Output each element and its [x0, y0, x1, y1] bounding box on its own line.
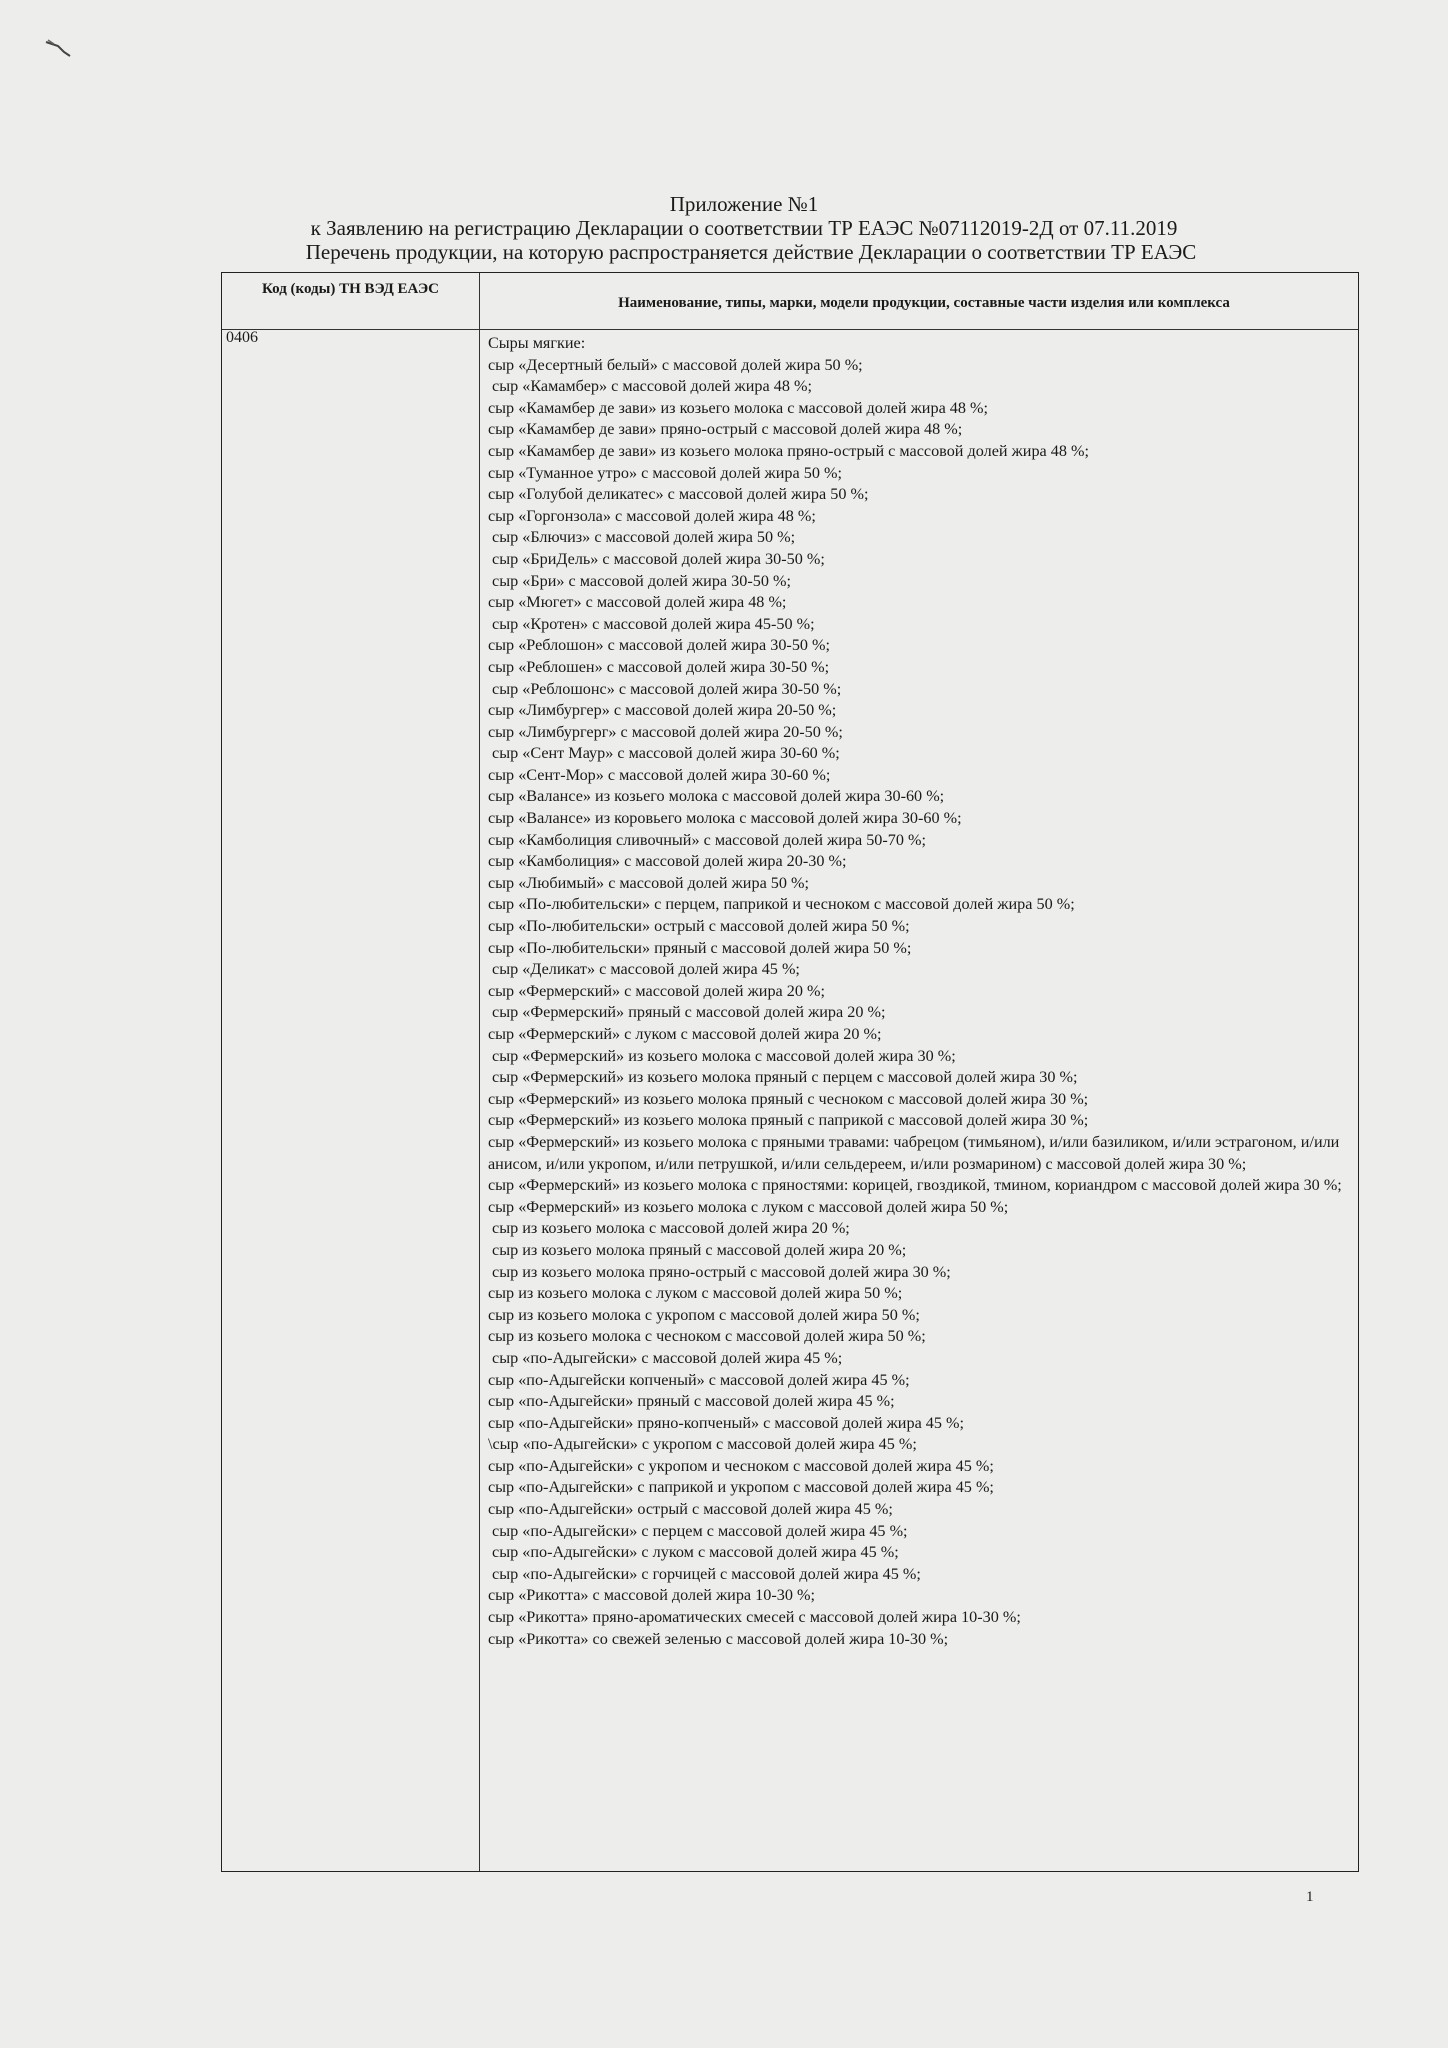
product-item: сыр «Рикотта» пряно-ароматических смесей с массовой долей жира 10-30 %; — [488, 1608, 1021, 1627]
product-item: сыр «Фермерский» из козьего молока пряный с паприкой с массовой долей жира 30 %; — [488, 1111, 1089, 1130]
product-item: сыр «Фермерский» из козьего молока пряный с перцем с массовой долей жира 30 %; — [488, 1068, 1078, 1087]
product-item: сыр из козьего молока с луком с массовой долей жира 50 %; — [488, 1284, 903, 1303]
product-item: сыр «Десертный белый» с массовой долей жира 50 %; — [488, 355, 863, 374]
product-item: сыр «Валансе» из коровьего молока с массовой долей жира 30-60 %; — [488, 809, 962, 828]
product-item: сыр «Сент Маур» с массовой долей жира 30-60 %; — [488, 744, 840, 763]
application-reference: к Заявлению на регистрацию Декларации о соответствии ТР ЕАЭС №07112019-2Д от 07.11.2019 — [310, 216, 1178, 240]
product-item: сыр «БриДель» с массовой долей жира 30-50 %; — [488, 549, 825, 568]
product-item: сыр «Туманное утро» с массовой долей жира 50 %; — [488, 463, 842, 482]
product-item: сыр «Валансе» из козьего молока с массовой долей жира 30-60 %; — [488, 787, 945, 806]
product-item: сыр «Любимый» с массовой долей жира 50 %; — [488, 873, 810, 892]
product-table — [221, 272, 1359, 1872]
product-item: сыр «По-любительски» острый с массовой долей жира 50 %; — [488, 917, 910, 936]
product-item: сыр «Фермерский» из козьего молока пряный с чесноком с массовой долей жира 30 %; — [488, 1089, 1089, 1108]
page-number: 1 — [1306, 1889, 1314, 1905]
column-header-name: Наименование, типы, марки, модели продукции, составные части изделия или комплекса — [618, 295, 1230, 311]
product-item: сыр «Фермерский» из козьего молока с массовой долей жира 30 %; — [488, 1046, 956, 1065]
column-header-code: Код (коды) ТН ВЭД ЕАЭС — [262, 281, 439, 297]
header-row-divider — [222, 329, 1358, 330]
product-item: сыр из козьего молока пряно-острый с массовой долей жира 30 %; — [488, 1262, 951, 1281]
product-item: сыр «Камамбер де зави» из козьего молока пряно-острый с массовой долей жира 48 %; — [488, 441, 1089, 460]
product-item: сыр «Фермерский» пряный с массовой долей жира 20 %; — [488, 1003, 886, 1022]
product-item: сыр «Лимбургер» с массовой долей жира 20-50 %; — [488, 701, 837, 720]
product-item: сыр из козьего молока с массовой долей жира 20 %; — [488, 1219, 850, 1238]
column-divider — [479, 273, 480, 1871]
product-item: сыр «по-Адыгейски» пряно-копченый» с массовой долей жира 45 %; — [488, 1413, 965, 1432]
tn-ved-code: 0406 — [226, 329, 258, 346]
product-item: сыр «Реблошон» с массовой долей жира 30-50 %; — [488, 636, 831, 655]
product-item: сыр «Фермерский» с массовой долей жира 20 %; — [488, 981, 825, 1000]
product-item: сыр «Фермерский» из козьего молока с луком с массовой долей жира 50 %; — [488, 1197, 1009, 1216]
product-item: сыр «Мюгет» с массовой долей жира 48 %; — [488, 593, 787, 612]
product-item: сыр «Камболиция» с массовой долей жира 20-30 %; — [488, 852, 847, 871]
product-item: сыр «Бри» с массовой долей жира 30-50 %; — [488, 571, 791, 590]
product-item: сыр «Рикотта» с массовой долей жира 10-30 %; — [488, 1586, 815, 1605]
product-item: \сыр «по-Адыгейски» с укропом с массовой долей жира 45 %; — [488, 1435, 917, 1454]
product-item: сыр «Камболиция сливочный» с массовой долей жира 50-70 %; — [488, 830, 927, 849]
document-header — [0, 192, 1448, 264]
product-item: сыр «по-Адыгейски» с перцем с массовой долей жира 45 %; — [488, 1521, 908, 1540]
product-item: сыр из козьего молока пряный с массовой долей жира 20 %; — [488, 1240, 907, 1259]
product-item: сыр «По-любительски» пряный с массовой долей жира 50 %; — [488, 938, 912, 957]
product-item: сыр «Голубой деликатес» с массовой долей жира 50 %; — [488, 485, 869, 504]
product-item: сыр «Кротен» с массовой долей жира 45-50 %; — [488, 614, 815, 633]
product-item: сыр «по-Адыгейски» пряный с массовой долей жира 45 %; — [488, 1392, 895, 1411]
product-item: сыр «Сент-Мор» с массовой долей жира 30-60 %; — [488, 765, 831, 784]
product-item: сыр из козьего молока с укропом с массовой долей жира 50 %; — [488, 1305, 920, 1324]
product-item: сыр «Деликат» с массовой долей жира 45 %; — [488, 960, 800, 979]
product-item: сыр «Фермерский» из козьего молока с пряными травами: чабрецом (тимьяном), и/или базиликом, и/или эстрагоном, и/или анисом, и/или укропом, и/или петрушкой, и/или сельдереем, и/или розмарином) с массовой долей жира 30 %; — [488, 1132, 1340, 1173]
product-item: Сыры мягкие: — [488, 334, 586, 352]
product-item: сыр из козьего молока с чесноком с массовой долей жира 50 %; — [488, 1327, 926, 1346]
product-item: сыр «Камамбер де зави» из козьего молока с массовой долей жира 48 %; — [488, 398, 989, 417]
product-item: сыр «Камамбер» с массовой долей жира 48 %; — [488, 377, 812, 396]
product-item: сыр «по-Адыгейски копченый» с массовой долей жира 45 %; — [488, 1370, 910, 1389]
product-list — [488, 333, 1348, 1650]
product-item: сыр «по-Адыгейски» острый с массовой долей жира 45 %; — [488, 1500, 893, 1519]
appendix-title: Приложение №1 — [669, 192, 819, 216]
product-item: сыр «по-Адыгейски» с горчицей с массовой долей жира 45 %; — [488, 1564, 921, 1583]
product-item: сыр «Горгонзола» с массовой долей жира 48 %; — [488, 506, 816, 525]
product-item: сыр «по-Адыгейски» с луком с массовой долей жира 45 %; — [488, 1543, 899, 1562]
product-item: сыр «Фермерский» из козьего молока с пряностями: корицей, гвоздикой, тмином, кориандром с массовой долей жира 30 %; — [488, 1176, 1342, 1195]
product-list-title: Перечень продукции, на которую распространяется действие Декларации о соответствии ТР ЕАЭС — [305, 240, 1197, 264]
product-item: сыр «по-Адыгейски» с паприкой и укропом с массовой долей жира 45 %; — [488, 1478, 994, 1497]
product-item: сыр «Фермерский» с луком с массовой долей жира 20 %; — [488, 1025, 882, 1043]
product-item: сыр «Блючиз» с массовой долей жира 50 %; — [488, 528, 796, 547]
product-item: сыр «По-любительски» с перцем, паприкой и чесноком с массовой долей жира 50 %; — [488, 895, 1075, 914]
product-item: сыр «Камамбер де зави» пряно-острый с массовой долей жира 48 %; — [488, 420, 963, 439]
product-item: сыр «Реблошен» с массовой долей жира 30-50 %; — [488, 657, 830, 676]
product-item: сыр «по-Адыгейски» с массовой долей жира 45 %; — [488, 1348, 843, 1367]
product-item: сыр «Реблошонс» с массовой долей жира 30-50 %; — [488, 679, 842, 698]
product-item: сыр «Рикотта» со свежей зеленью с массовой долей жира 10-30 %; — [488, 1629, 949, 1648]
product-item: сыр «Лимбургерг» с массовой долей жира 20-50 %; — [488, 722, 843, 741]
product-item: сыр «по-Адыгейски» с укропом и чесноком с массовой долей жира 45 %; — [488, 1456, 994, 1475]
scan-artifact-mark — [44, 38, 78, 58]
